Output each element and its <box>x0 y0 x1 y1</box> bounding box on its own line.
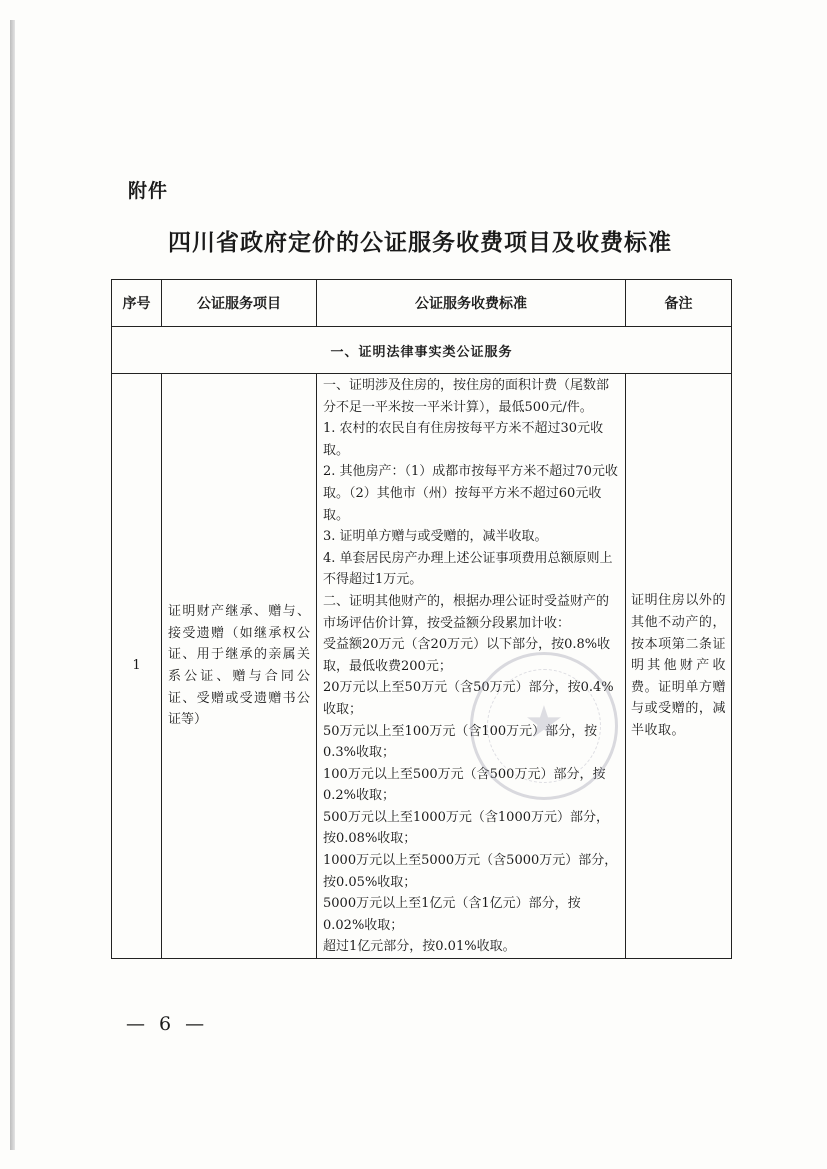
attachment-label: 附件 <box>128 180 169 202</box>
row-item: 证明财产继承、赠与、接受遗赠（如继承权公证、用于继承的亲属关系公证、赠与合同公证、受赠或受遗赠书公证等） <box>162 374 317 959</box>
standard-line: 50万元以上至100万元（含100万元）部分，按0.3%收取； <box>323 723 598 761</box>
header-item: 公证服务项目 <box>162 280 317 327</box>
standard-line: 1000万元以上至5000万元（含5000万元）部分，按0.05%收取； <box>323 853 618 890</box>
page-number: — 6 — <box>126 1013 209 1035</box>
standard-line: 一、证明涉及住房的，按住房的面积计费（尾数部分不足一平米按一平米计算），最低500元/件。 <box>323 378 610 415</box>
seal-star-icon: ★ <box>524 697 564 748</box>
standard-line: 2. 其他房产：（1）成都市按每平方米不超过70元收取。（2）其他市（州）按每平方米不超过60元收取。 <box>323 464 618 523</box>
header-no: 序号 <box>112 280 162 327</box>
standard-line: 二、证明其他财产的，根据办理公证时受益财产的市场评估价计算，按受益额分段累加计收： <box>323 593 610 631</box>
standard-line: 4. 单套居民房产办理上述公证事项费用总额原则上不得超过1万元。 <box>323 550 613 588</box>
table-header-row <box>112 280 732 327</box>
row-standard <box>317 374 626 959</box>
document-title: 四川省政府定价的公证服务收费项目及收费标准 <box>168 229 672 256</box>
standard-line: 5000万元以上至1亿元（含1亿元）部分，按0.02%收取； <box>323 896 581 933</box>
table-row <box>112 374 732 959</box>
standard-line: 受益额20万元（含20万元）以下部分，按0.8%收取，最低收费200元； <box>323 637 611 674</box>
section-heading: 一、证明法律事实类公证服务 <box>112 327 732 374</box>
standard-line: 500万元以上至1000万元（含1000万元）部分，按0.08%收取； <box>323 809 609 847</box>
header-remarks: 备注 <box>626 280 732 327</box>
row-remarks: 证明住房以外的其他不动产的，按本项第二条证明其他财产收费。证明单方赠与或受赠的，减半收取。 <box>626 374 732 959</box>
fee-table <box>111 279 732 959</box>
standard-line: 超过1亿元部分，按0.01%收取。 <box>323 939 516 955</box>
standard-line: 3. 证明单方赠与或受赠的，减半收取。 <box>323 529 548 545</box>
standard-line: 20万元以上至50万元（含50万元）部分，按0.4%收取； <box>323 680 614 717</box>
row-number: 1 <box>112 374 162 959</box>
standard-line: 1. 农村的农民自有住房按每平方米不超过30元收取。 <box>323 421 604 458</box>
header-standard: 公证服务收费标准 <box>317 280 626 327</box>
standard-line: 100万元以上至500万元（含500万元）部分，按0.2%收取； <box>323 766 606 804</box>
section-row <box>112 327 732 374</box>
scan-edge <box>10 20 15 1150</box>
